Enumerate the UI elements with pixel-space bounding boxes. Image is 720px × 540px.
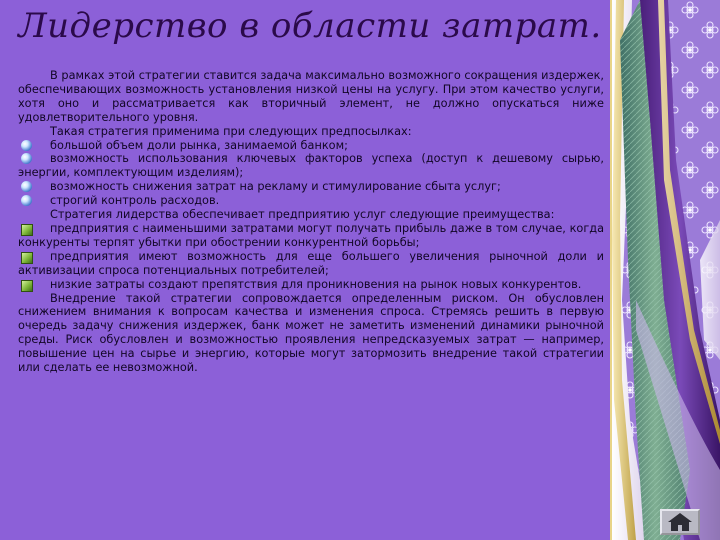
list-item (18, 194, 604, 208)
list-item (18, 152, 604, 180)
list-item-text: большой объем доли рынка, занимаемой банком; (50, 138, 348, 152)
home-icon (662, 511, 698, 533)
paragraph-intro: В рамках этой стратегии ставится задача максимально возможного сокращения издержек, обеспечивающих возможность установления низкой цены на услугу. При этом качество услуги, хотя оно и рассматривается как вторичный элемент, не должно опускаться ниже удовлетворительного уровня. (18, 69, 604, 124)
globe-bullet-icon (21, 140, 32, 151)
slide-body (18, 69, 604, 375)
list-item-text: возможность использования ключевых факторов успеха (доступ к дешевому сырью, энергии, комплектующим изделиям); (18, 152, 604, 180)
paragraph-risk: Внедрение такой стратегии сопровождается определенным риском. Он обусловлен снижением внимания к вопросам качества и изменения спроса. Стремясь решить в первую очередь задачу снижения издержек, банк может не заметить изменений динамики рыночной среды. Риск обусловлен и возможностью проявления непредсказуемых затрат — например, повышение цен на сырье и энергию, которые могут затормозить внедрение такой стратегии или сделать ее невозможной. (18, 291, 604, 375)
list-item-text: возможность снижения затрат на рекламу и стимулирование сбыта услуг; (50, 180, 501, 194)
list-item-text: предприятия имеют возможность для еще большего увеличения рыночной доли и активизации спроса потенциальных потребителей; (18, 249, 604, 277)
square-bullet-icon (21, 280, 33, 292)
globe-bullet-icon (21, 181, 32, 192)
globe-bullet-icon (21, 195, 32, 206)
globe-bullet-icon (21, 153, 32, 164)
list-item-text: предприятия с наименьшими затратами могут получать прибыль даже в том случае, когда конкуренты терпят убытки при обострении конкурентной борьбы; (18, 221, 604, 249)
list-item-text: низкие затраты создают препятствия для проникновения на рынок новых конкурентов. (50, 277, 582, 291)
list-item (18, 278, 604, 292)
list-item (18, 180, 604, 194)
slide-title: Лидерство в области затрат. (18, 6, 602, 46)
home-button[interactable] (660, 509, 700, 535)
list-item (18, 222, 604, 250)
list-item-text: строгий контроль расходов. (50, 194, 220, 208)
paragraph-prerequisites-heading: Такая стратегия применима при следующих предпосылках: (50, 124, 412, 138)
list-item (18, 250, 604, 278)
square-bullet-icon (21, 224, 33, 236)
square-bullet-icon (21, 252, 33, 264)
paragraph-advantages-heading: Стратегия лидерства обеспечивает предприятию услуг следующие преимущества: (50, 208, 555, 222)
list-item (18, 139, 604, 153)
